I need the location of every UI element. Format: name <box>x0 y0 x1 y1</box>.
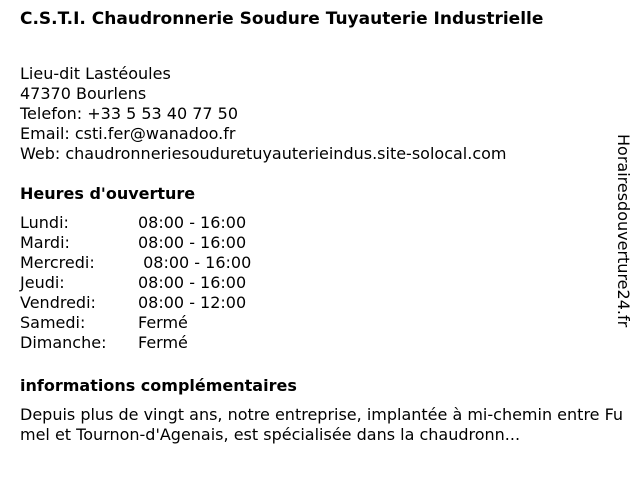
hours-table <box>20 213 251 353</box>
contact-block <box>20 64 507 164</box>
day-label: Mercredi: <box>20 253 95 272</box>
day-time: Fermé <box>138 333 188 352</box>
business-name: C.S.T.I. Chaudronnerie Soudure Tuyauterie Industrielle <box>20 9 544 29</box>
info-description: Depuis plus de vingt ans, notre entreprise, implantée à mi-chemin entre Fumel et Tournon-d'Agenais, est spécialisée dans la chaudronn... <box>20 405 624 444</box>
address-city: 47370 Bourlens <box>20 84 147 103</box>
day-time: 08:00 - 16:00 <box>138 253 252 272</box>
day-time: 08:00 - 16:00 <box>138 213 247 232</box>
hours-row-monday <box>20 213 251 233</box>
address-street: Lieu-dit Lastéoules <box>20 64 171 83</box>
day-time: 08:00 - 16:00 <box>138 273 247 292</box>
hours-row-wednesday <box>20 253 251 273</box>
phone-line: Telefon: +33 5 53 40 77 50 <box>20 104 239 123</box>
hours-heading: Heures d'ouverture <box>20 184 196 203</box>
email-line: Email: csti.fer@wanadoo.fr <box>20 124 236 143</box>
day-label: Lundi: <box>20 213 69 232</box>
day-time: 08:00 - 16:00 <box>138 233 247 252</box>
site-watermark: Horairesdouverture24.fr <box>614 134 633 328</box>
hours-row-tuesday <box>20 233 251 253</box>
day-time: 08:00 - 12:00 <box>138 293 247 312</box>
web-line: Web: chaudronneriesouduretuyauterieindus.site-solocal.com <box>20 144 507 163</box>
day-label: Mardi: <box>20 233 70 252</box>
day-label: Jeudi: <box>20 273 65 292</box>
hours-row-sunday <box>20 333 251 353</box>
hours-row-friday <box>20 293 251 313</box>
hours-row-thursday <box>20 273 251 293</box>
day-time: Fermé <box>138 313 188 332</box>
day-label: Vendredi: <box>20 293 96 312</box>
hours-row-saturday <box>20 313 251 333</box>
info-heading: informations complémentaires <box>20 376 297 395</box>
day-label: Dimanche: <box>20 333 107 352</box>
day-label: Samedi: <box>20 313 86 332</box>
